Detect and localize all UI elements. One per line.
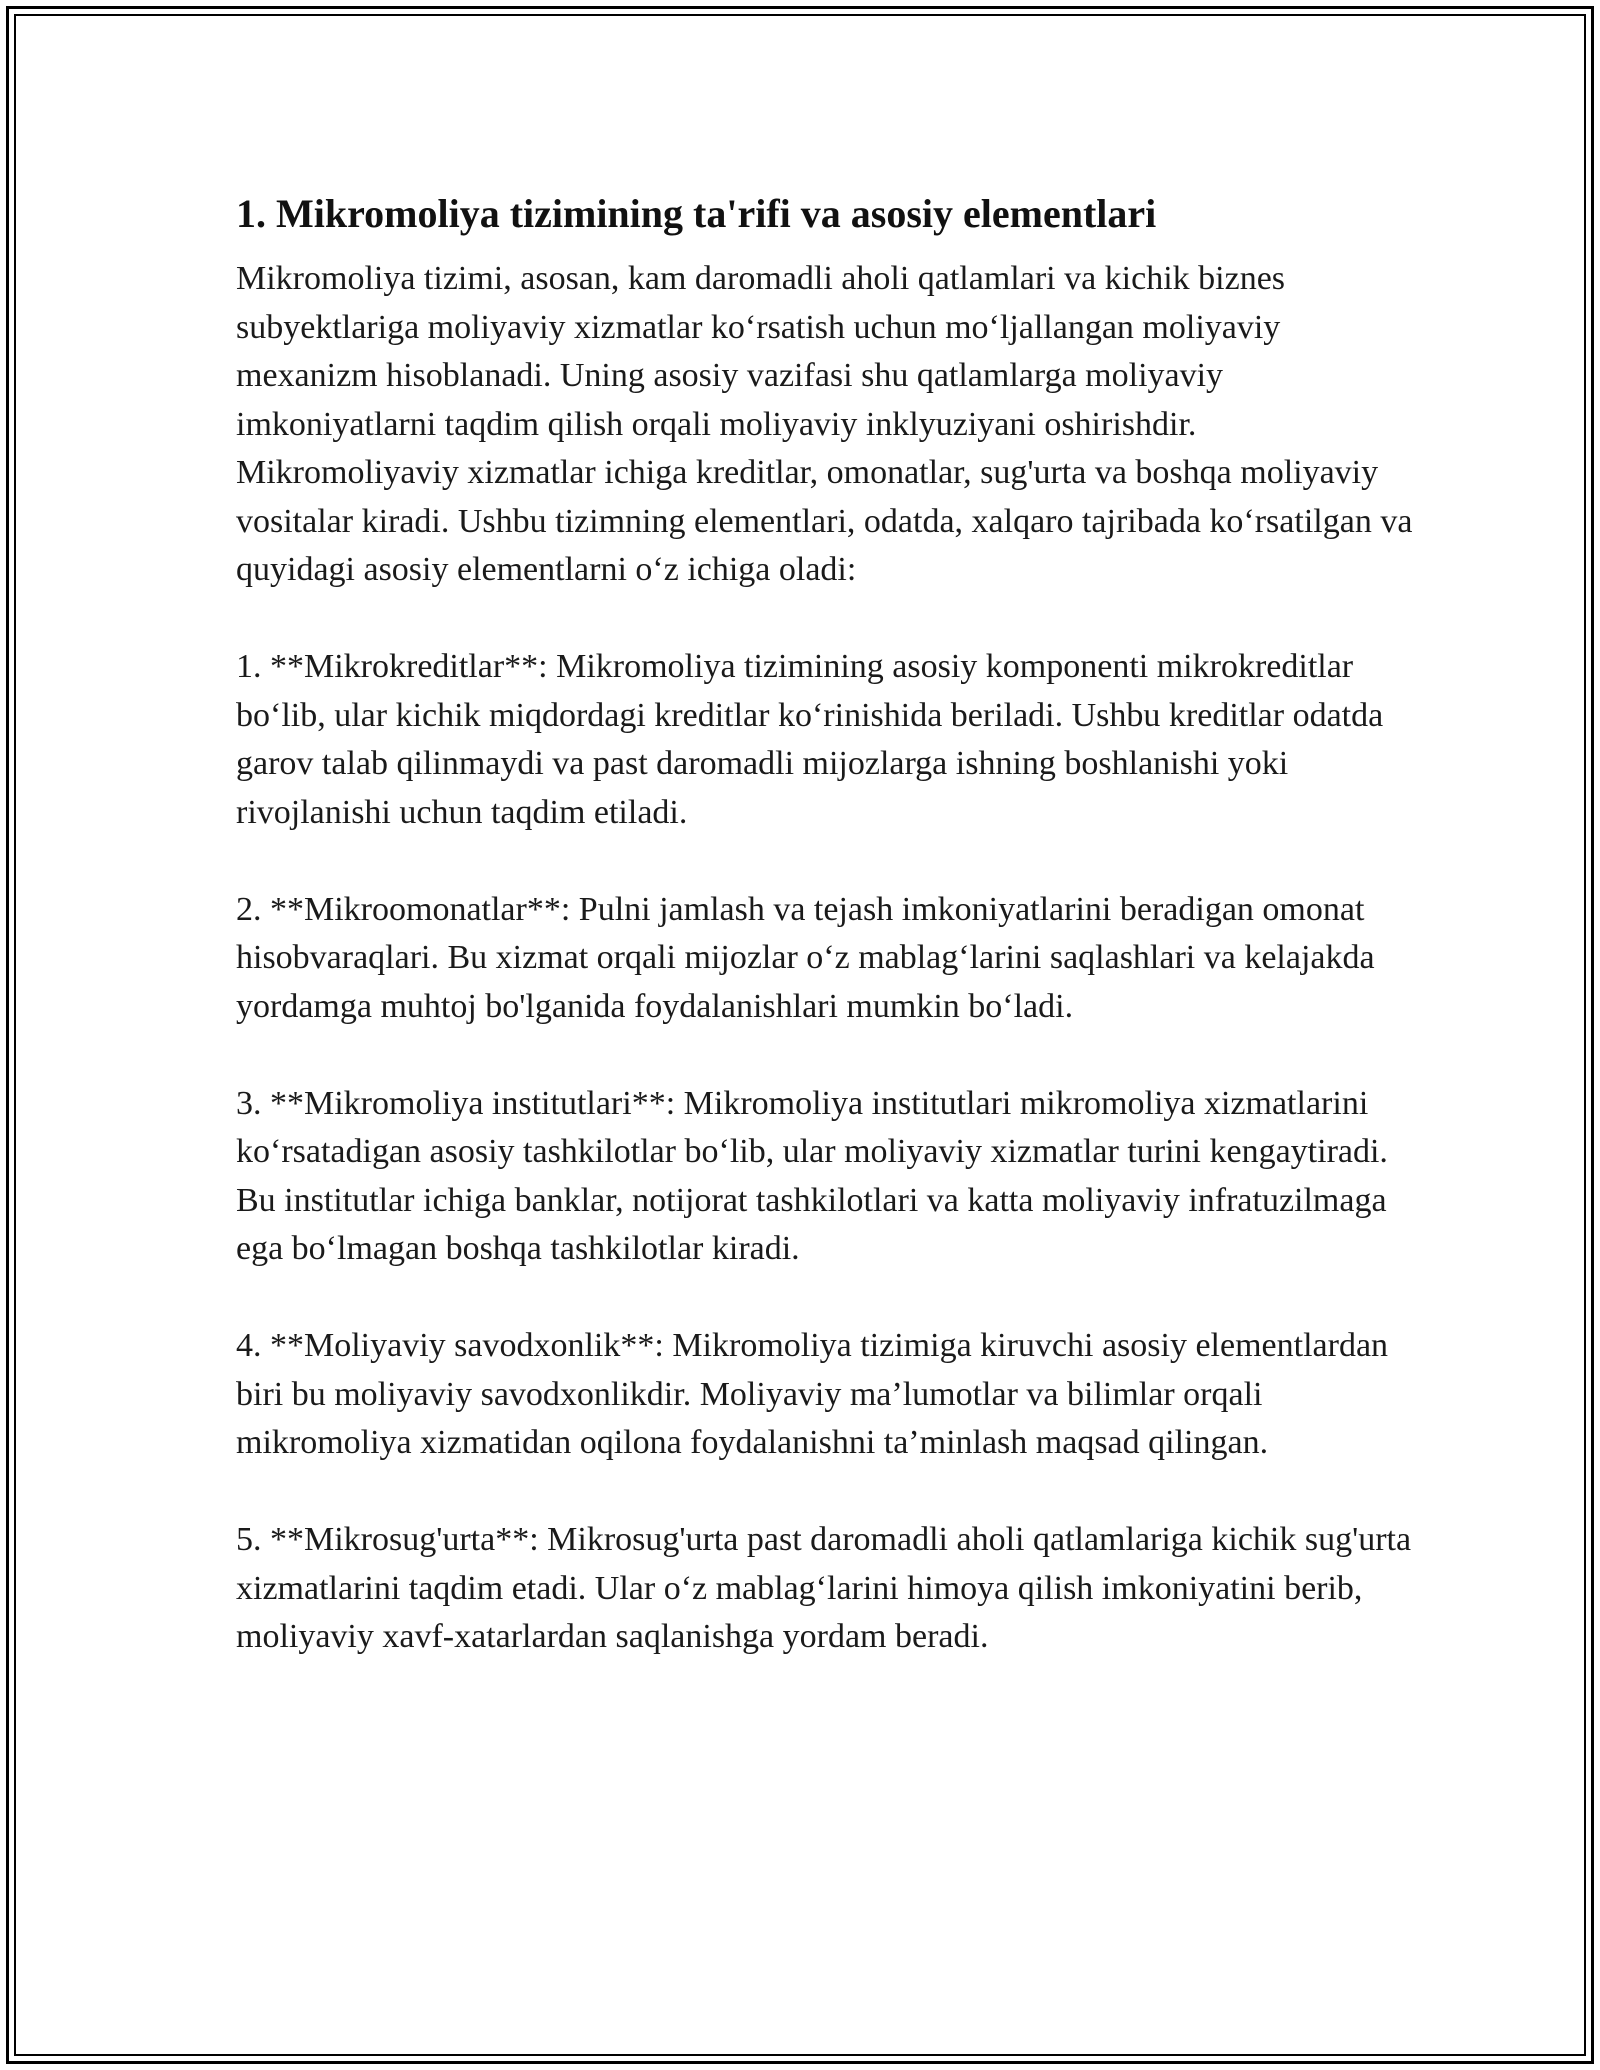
list-item-mikrokreditlar: 1. **Mikrokreditlar**: Mikromoliya tizimining asosiy komponenti mikrokreditlar bo‘lib, ular kichik miqdordagi kreditlar ko‘rinishida beriladi. Ushbu kreditlar odatda garov talab qilinmaydi va past daromadli mijozlarga ishning boshlanishi yoki rivojlanishi uchun taqdim etiladi. [236,648,1384,831]
intro-paragraph: Mikromoliya tizimi, asosan, kam daromadli aholi qatlamlari va kichik biznes subyektlariga moliyaviy xizmatlar ko‘rsatish uchun mo‘ljallangan moliyaviy mexanizm hisoblanadi. Uning asosiy vazifasi shu qatlamlarga moliyaviy imkoniyatlarni taqdim qilish orqali moliyaviy inklyuziyani oshirishdir. Mikromoliyaviy xizmatlar ichiga kreditlar, omonatlar, sug'urta va boshqa moliyaviy vositalar kiradi. Ushbu tizimning elementlari, odatda, xalqaro tajribada ko‘rsatilgan va quyidagi asosiy elementlarni o‘z ichiga oladi: [236,260,1413,588]
list-item-moliyaviy-savodxonlik: 4. **Moliyaviy savodxonlik**: Mikromoliya tizimiga kiruvchi asosiy elementlardan biri bu moliyaviy savodxonlikdir. Moliyaviy ma’lumotlar va bilimlar orqali mikromoliya xizmatidan oqilona foydalanishni ta’minlash maqsad qilingan. [236,1327,1389,1461]
list-item-mikroomonatlar: 2. **Mikroomonatlar**: Pulni jamlash va tejash imkoniyatlarini beradigan omonat hisobvaraqlari. Bu xizmat orqali mijozlar o‘z mablag‘larini saqlashlari va kelajakda yordamga muhtoj bo'lganida foydalanishlari mumkin bo‘ladi. [236,890,1375,1025]
list-item-mikromoliya-institutlari: 3. **Mikromoliya institutlari**: Mikromoliya institutlari mikromoliya xizmatlarini ko‘rsatadigan asosiy tashkilotlar bo‘lib, ular moliyaviy xizmatlar turini kengaytiradi. Bu institutlar ichiga banklar, notijorat tashkilotlari va katta moliyaviy infratuzilmaga ega bo‘lmagan boshqa tashkilotlar kiradi. [236,1084,1388,1267]
section-heading: 1. Mikromoliya tizimining ta'rifi va asosiy elementlari [236,191,1157,236]
document-body [236,185,1416,1710]
list-item-mikrosugurta: 5. **Mikrosug'urta**: Mikrosug'urta past daromadli aholi qatlamlariga kichik sug'urta xizmatlarini taqdim etadi. Ular o‘z mablag‘larini himoya qilish imkoniyatini berib, moliyaviy xavf-xatarlardan saqlanishga yordam beradi. [236,1521,1412,1655]
